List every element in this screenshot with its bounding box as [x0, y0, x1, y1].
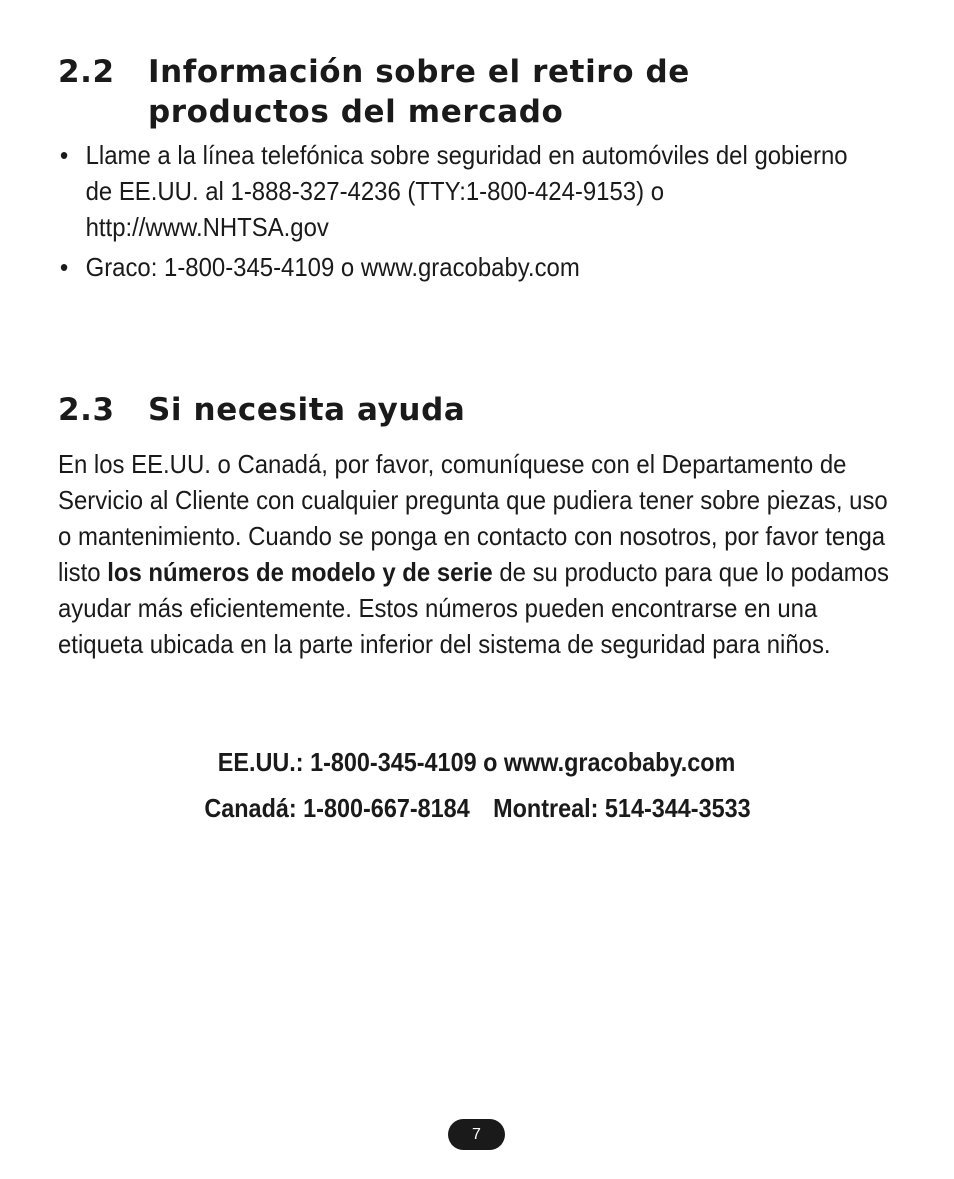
section-2-3-heading [58, 390, 465, 430]
paragraph-text: de su producto para que lo podamos ayudar más eficientemente. Estos números pueden encontrarse en una etiqueta ubicada en la parte inferior del sistema de seguridad para niños. [58, 557, 889, 659]
section-number: 2.2 [58, 54, 115, 90]
canada-contact: Canadá: 1-800-667-8184 [203, 793, 470, 823]
recall-info-list [58, 137, 849, 289]
heading-title: Si necesita ayuda [148, 392, 466, 428]
paragraph-text: En los EE.UU. o Canadá, por favor, comuníquese con el Departamento de Servicio al Cliente con cualquier pregunta que pudiera tener sobre piezas, uso o mantenimiento. Cuando se ponga en contacto con nosotros, por favor tenga listo [58, 449, 888, 587]
list-item [58, 249, 849, 285]
bullet-icon: • [59, 140, 69, 170]
list-item-text: Llame a la línea telefónica sobre seguridad en automóviles del gobierno de EE.UU. al 1-888-327-4236 (TTY:1-800-424-9153) o http://www.NHTSA.gov [85, 140, 848, 242]
usa-contact-line [0, 744, 954, 780]
canada-contact-line [0, 790, 954, 826]
list-item-text: Graco: 1-800-345-4109 o www.gracobaby.com [85, 252, 580, 282]
page-number: 7 [472, 1126, 481, 1143]
heading-line-2: productos del mercado [148, 94, 564, 130]
section-2-2-heading [58, 52, 690, 132]
page-number-badge [448, 1119, 505, 1150]
help-paragraph [58, 446, 891, 662]
usa-contact: EE.UU.: 1-800-345-4109 o www.gracobaby.com [218, 747, 736, 777]
list-item [58, 137, 849, 245]
heading-line-1: Información sobre el retiro de [148, 54, 690, 90]
bullet-icon: • [59, 252, 69, 282]
section-number: 2.3 [58, 392, 115, 428]
paragraph-bold-text: los números de modelo y de serie [107, 557, 493, 587]
montreal-contact: Montreal: 514-344-3533 [492, 793, 751, 823]
